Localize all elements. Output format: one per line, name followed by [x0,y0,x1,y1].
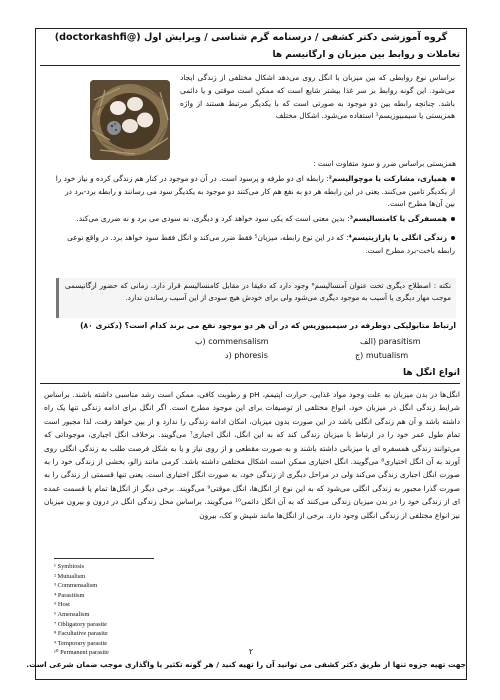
bullet-term: همسفرگی یا کامنسالیسم³ [349,214,447,223]
footnote-item: ¹ Symbiosis [54,563,85,570]
footnote-item: ² Mutualism [54,572,86,580]
bullet-term: زندگی انگلی یا پارازیتیسم⁴ [348,233,447,242]
footnote-item: ⁹ Temporary parasite [54,639,108,647]
page-footer: جهت تهیه جزوه تنها از طریق دکتر کشفی می توانید آن را تهیه کنید / هر گونه تکثیر یا واگذاری موجب ضمان شرعی است. [26,660,466,669]
bullet-text: : رابطه ای دو طرفه و پرسود است. در آن دو موجود در کنار هم زندگی کرده و نیاز خود را از یکدیگر تامین می‌کنند. یعنی در این رابطه هر دو به نفع هم کار می‌کنند دو موجود به یکدیگر سود می رسانند و رابطه برد-برد در بین آن‌ها مطرح است. [55,174,455,208]
footnote-item: ³ Commensalism [54,582,98,590]
option-b: ب) commensalism [195,337,269,346]
bullet-dot [451,217,455,221]
intro-paragraph: براساس نوع روابطی که بین میزبان با انگل روی می‌دهد اشکال مختلفی از زندگی ایجاد می‌شود. این گونه روابط بر سر غذا بیشتر شایع است که ممکن است موقتی و یا دائمی باشد. چنانچه رابطه بین دو موجود به صورتی است که با یکدیگر مرتبط هستند از واژه همزیستی یا سیمبیوزیسم¹ استفاده می‌شود. اشکال مختلف [180,73,455,121]
bullet-text: : که در این نوع رابطه، میزبان⁵ فقط ضرر می‌کند و انگل فقط سود خواهد برد. در واقع نوعی رابطه باخت-برد مطرح است. [67,233,455,255]
bullet-dot [451,177,455,181]
footnote-item: ⁸ Facultative parasite [54,630,108,638]
exam-question: ارتباط متابولیکی دوطرفه در سیمبیوزیس که در آن هر دو موجود نفع می برند کدام است؟ (دکتری ۸۰) [80,321,456,330]
parasite-types-paragraph: انگل‌ها در بدن میزبان به علت وجود مواد غذایی، حرارت اپتیمم، pH و رطوبت کافی، ممکن است رشد مناسبی داشته باشند. براساس شرایط زندگی انگل در میزبان خود، انواع مختلفی از توصیفات برای این موجود مطرح است. اگر انگل برای ادامه زندگی تنها یک راه داشته باشد و آن هم زندگی انگلی باشد در این صورت بدون میزبان، امکان ادامه زندگی را ندارد و از بین خواهد رفت، لذا مجبور است تمام طول عمر خود را در ارتباط با میزبان زندگی کند که به این انگل، انگل اجباری⁷ می‌گویند. برخلاف انگل اجباری، موجوداتی که می‌توانند زندگی همسفره ای یا میزبانی داشته باشند و به صورت مقطعی و از روی نیاز و یا به شکل فرصت طلب به زندگی انگلی روی آورند به آن انگل اختیاری⁸ می‌گویند. انگل اختیاری ممکن است اشکال مختلفی داشته باشد. کرمی مانند زالو، بخشی از زندگی خود را به صورت انگل اجباری زندگی می‌کند ولی در مراحل دیگری از زندگی خود، به صورت انگل اختیاری است. یعنی تنها قسمتی از زندگی را به صورت گذرا مجبور به زندگی انگلی می‌شود که به این نوع از انگل‌ها، انگل موقتی⁹ می‌گویند. برخی دیگر از انگل‌ها تمام یا قسمت عمده ای از زندگی خود را در بدن میزبان زندگی می‌کنند که به آن انگل دائمی¹⁰ می‌گویند. براساس محل زندگی انگل در درون و بیرون میزبان نیز انواع مختلفی از زندگی انگلی وجود دارد. برخی از انگل‌ها مانند شپش و کک، بیرون [44,390,460,520]
footnote-separator [54,558,154,559]
footnote-item: ⁵ Host [54,601,70,609]
section-title: تعاملات و روابط بین میزبان و ارگانیسم ها [272,50,460,60]
section-title: انواع انگل ها [403,368,460,378]
footnote-item: ⁶ Amensalism [54,610,90,618]
page-number: ۲ [248,647,254,656]
section-heading-interactions [40,50,460,66]
bullet-term: همیاری، مشارکت یا موچوالیسم² [328,174,447,183]
bullet-commensalism [55,213,455,227]
bullet-dot [451,236,455,240]
footnotes [54,562,254,658]
option-c: ج) mutualism [355,351,409,360]
footnote-item: ⁷ Obligatory parasite [54,620,107,628]
bullet-parasitism [55,232,455,270]
footnote-item: ¹⁰ Permanent parasite [54,649,109,657]
note-text: نکته : اصطلاح دیگری تحت عنوان آمنسالیسم⁶ وجود دارد که دقیقا در مقابل کامنسالیسم قرار دارد. زمانی که حضور ارگانیسمی موجب مهار دیگری یا آسیب به موجود دیگری می‌شود ولی برای خودش هیچ سودی از این آسیب رساندن ندارد. [65,281,451,302]
bullet-text: : بدین معنی است که یکی سود خواهد کرد و دیگری، نه سودی می برد و نه ضرری می‌کند. [76,214,350,223]
option-d: د) phoresis [225,351,268,360]
intro-continuation: همزیستی براساس ضرر و سود متفاوت است : [313,159,456,168]
bullet-mutualism [55,173,455,211]
option-a: الف) parasitism [360,337,421,346]
page-header: گروه آموزشی دکتر کشفی / درسنامه گرم شناسی / ویرایش اول (@doctorkashfi) [54,32,448,43]
footnote-item: ⁴ Parasitism [54,591,85,599]
note-box [56,278,456,318]
section-heading-parasite-types [40,368,460,384]
bird-nest-photo [90,80,170,160]
